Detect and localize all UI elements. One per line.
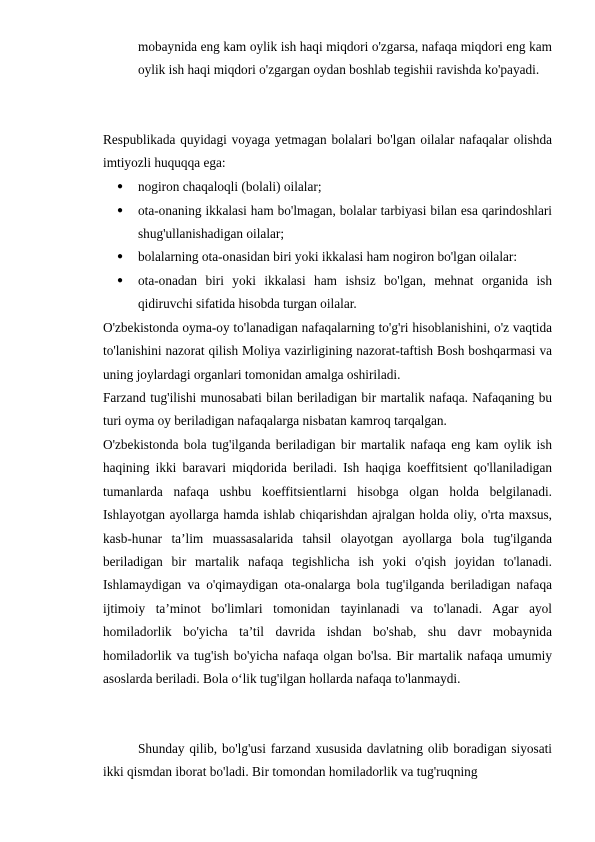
continuation-paragraph: mobaynida eng kam oylik ish haqi miqdori o'zgarsa, nafaqa miqdori eng kam oylik ish haqi miqdori o'zgargan oydan boshlab tegishii ravishda ko'payadi. xyxy=(138,39,552,78)
paragraph: Shunday qilib, bo'lg'usi farzand xususida davlatning olib boradigan siyosati ikki qismdan iborat bo'ladi. Bir tomondan homiladorlik va tug'ruqning xyxy=(103,741,552,780)
bullet-icon: ● xyxy=(117,275,124,286)
paragraph: O'zbekistonda bola tug'ilganda beriladigan bir martalik nafaqa eng kam oylik ish haqining ikki baravari miqdorida beriladi. Ish haqiga koeffitsient qo'llaniladigan tumanlarda nafaqa ushbu koeffitsientlarni hisobga olgan holda belgilanadi. Ishlayotgan ayollarga hamda ishlab chiqarishdan ajralgan holda oliy, o'rta maxsus, kasb-hunar ta’lim muassasalarida tahsil olayotgan ayollarga bola tug'ilganda beriladigan bir martalik nafaqa tegishlicha ish yoki o'qish joyidan to'lanadi. Ishlamaydigan va o'qimaydigan ota-onalarga bola tug'ilganda beriladigan nafaqa ijtimoiy ta’minot bo'limlari tomonidan tayinlanadi va to'lanadi. Agar ayol homiladorlik bo'yicha ta’til davrida ishdan bo'shab, shu davr mobaynida homiladorlik va tug'ish bo'yicha nafaqa olgan bo'lsa. Bir martalik nafaqa umumiy asoslarda beriladi. Bola o‘lik tug'ilgan hollarda nafaqa to'lanmaydi. xyxy=(103,437,552,687)
bullet-item xyxy=(117,269,552,316)
bullet-text: ota-onaning ikkalasi ham bo'lmagan, bolalar tarbiyasi bilan esa qarindoshlari shug'ullanishadigan oilalar; xyxy=(138,203,552,242)
bullet-text: ota-onadan biri yoki ikkalasi ham ishsiz bo'lgan, mehnat organida ish qidiruvchi sifatida hisobda turgan oilalar. xyxy=(138,273,552,312)
bullet-item xyxy=(117,245,552,268)
bullet-icon: ● xyxy=(117,181,124,192)
bullet-icon: ● xyxy=(117,205,124,216)
bullet-icon: ● xyxy=(117,251,124,262)
bullet-item xyxy=(117,199,552,246)
bullet-item xyxy=(117,175,552,198)
bullet-text: bolalarning ota-onasidan biri yoki ikkalasi ham nogiron bo'lgan oilalar: xyxy=(138,249,518,264)
intro-paragraph: Respublikada quyidagi voyaga yetmagan bolalari bo'lgan oilalar nafaqalar olishda imtiyozli huquqqa ega: xyxy=(103,132,552,171)
paragraph: O'zbekistonda oyma-oy to'lanadigan nafaqalarning to'g'ri hisoblanishini, o'z vaqtida to'lanishini nazorat qilish Moliya vazirligining nazorat-taftish Bosh boshqarmasi va uning joylardagi organlari tomonidan amalga oshiriladi. xyxy=(103,320,552,382)
bullet-text: nogiron chaqaloqli (bolali) oilalar; xyxy=(138,179,322,194)
paragraph: Farzand tug'ilishi munosabati bilan beriladigan bir martalik nafaqa. Nafaqaning bu turi oyma oy beriladigan nafaqalarga nisbatan kamroq tarqalgan. xyxy=(103,390,552,429)
